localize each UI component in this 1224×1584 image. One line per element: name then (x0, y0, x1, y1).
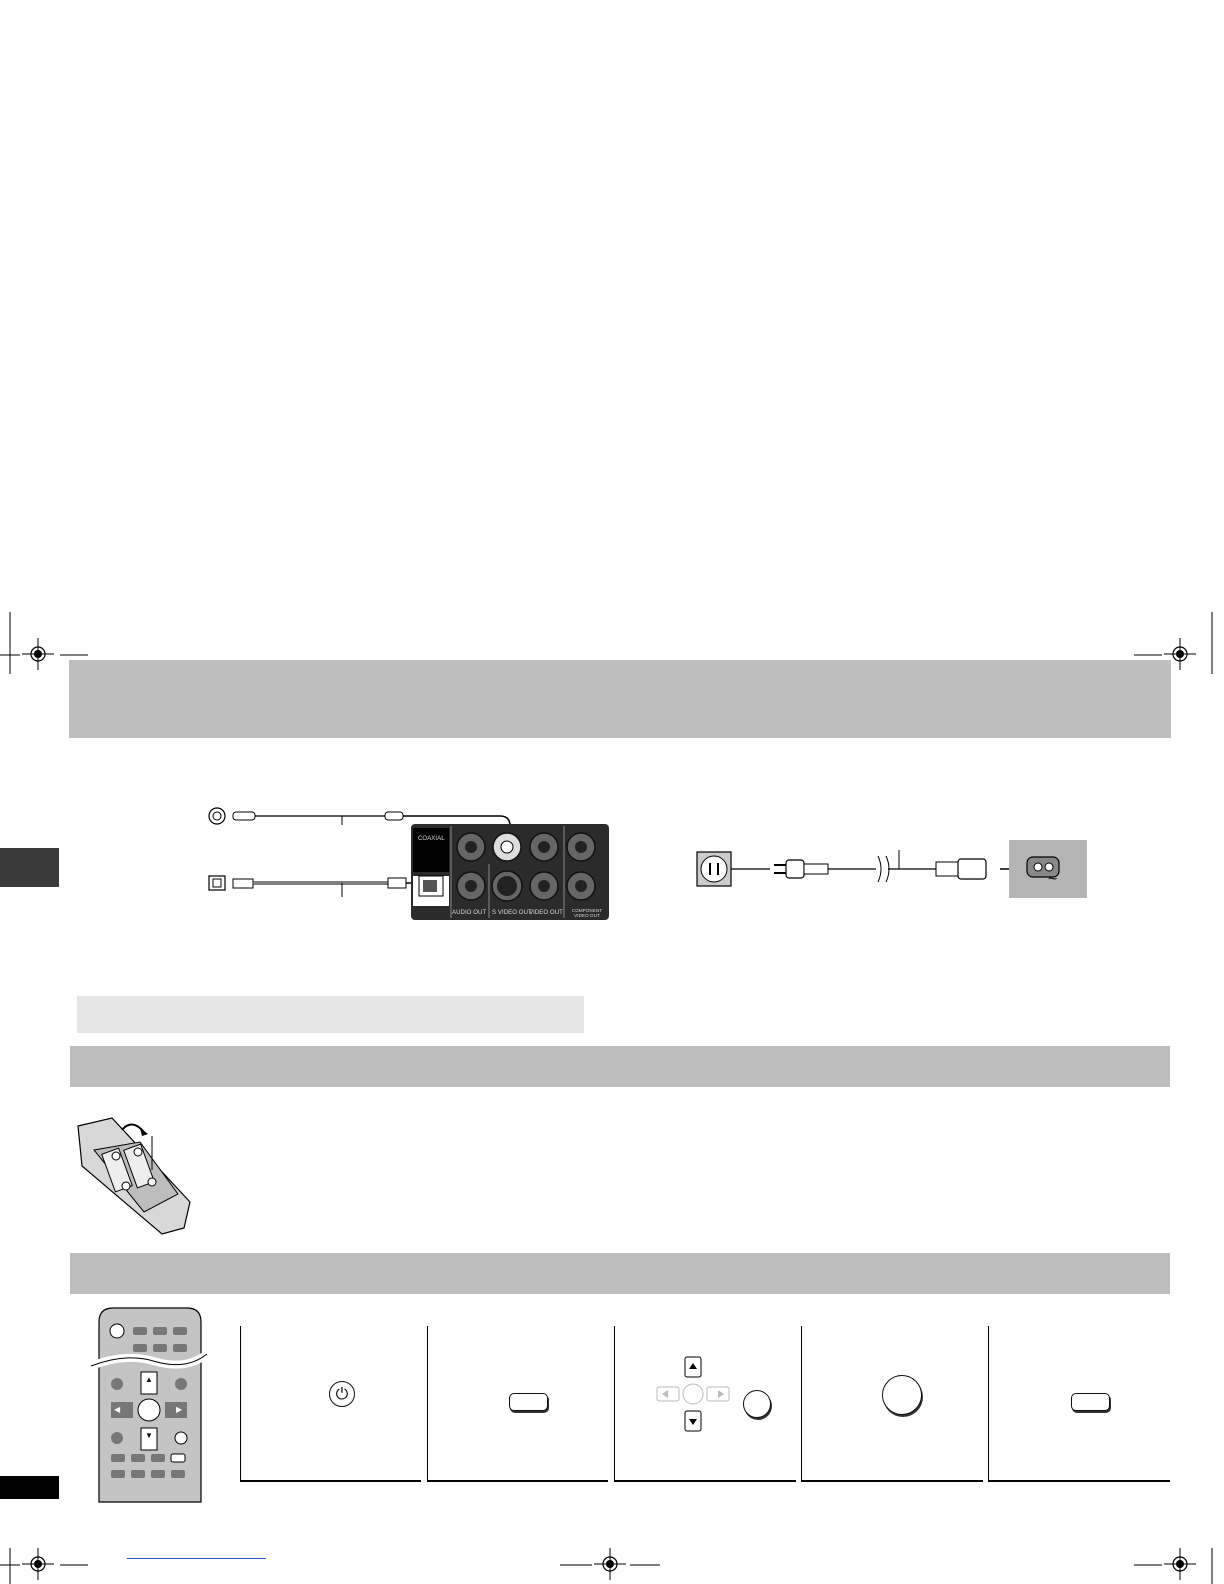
step4-enter-button (882, 1375, 922, 1415)
ac-inlet-symbol: ~ (1048, 871, 1058, 888)
cursor-pad-icon (654, 1356, 734, 1434)
remote-control-icon (97, 1306, 203, 1502)
section-header-band-connections (69, 660, 1171, 738)
remote-battery-icon (72, 1116, 192, 1234)
remote-up-arrow: ▲ (145, 1375, 153, 1384)
footer-link-underline[interactable] (127, 1558, 266, 1559)
optical-jack-icon (209, 876, 225, 890)
step2-button (509, 1393, 548, 1411)
remote-down-arrow: ▼ (145, 1431, 153, 1440)
power-icon: ⏻ (335, 1384, 349, 1403)
component-video-out-label: COMPONENT VIDEO OUT (571, 908, 603, 918)
audio-out-label: AUDIO OUT (452, 910, 487, 916)
step5-button (1071, 1393, 1110, 1411)
remote-left-arrow: ◀ (114, 1405, 121, 1414)
coaxial-label: COAXIAL (418, 836, 445, 842)
step3-return-button (743, 1390, 771, 1418)
wall-outlet-icon (697, 852, 731, 886)
section-header-band-batteries (70, 1046, 1170, 1087)
ac-plug-icon (774, 860, 828, 878)
coaxial-jack-icon (209, 808, 225, 824)
video-out-label: VIDEO OUT (529, 910, 563, 916)
s-video-out-label: S VIDEO OUT (492, 910, 532, 916)
page-number-tab (0, 1476, 59, 1499)
remote-right-arrow: ▶ (176, 1405, 183, 1414)
side-chapter-tab (0, 848, 59, 887)
subheader-band (77, 996, 584, 1033)
section-header-band-quick-setup (70, 1253, 1170, 1294)
rear-panel-jacks (411, 824, 609, 920)
